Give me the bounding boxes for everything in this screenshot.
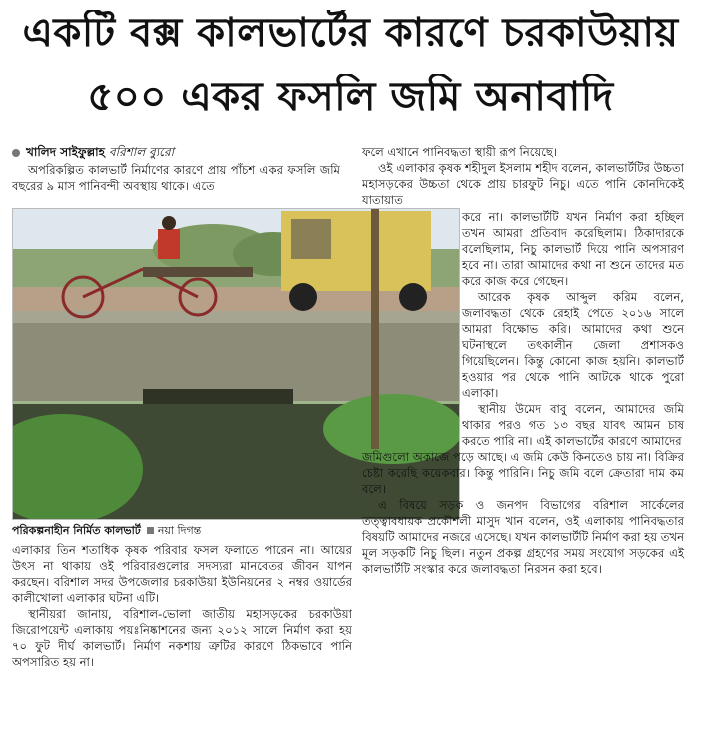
paragraph: এ বিষয়ে সড়ক ও জনপদ বিভাগের বরিশাল সার্কেলের তত্ত্বাবধায়ক প্রকৌশলী মাসুদ খান বলেন, ওই এলাকায় পানিবদ্ধতার বিষয়টি আমাদের নজরে এসেছে। যখন কালভার্টটি নির্মাণ করা হয় তখন মূল সড়কটি নিচু ছিল। নতুন প্রকল্প গ্রহণের সময় সংযোগ সড়কের এই কালভার্টটি সংস্কার করে জলাবদ্ধতা নিরসন করা হবে। [362,498,684,576]
paragraph: আরেক কৃষক আব্দুল করিম বলেন, জলাবদ্ধতা থেকে রেহাই পেতে ২০১৬ সালে আমরা বিক্ষোভ করি। আমাদের কথা শুনে ঘটনাস্থলে তৎকালীন জেলা প্রশাসকও গিয়েছিলেন। কিন্তু কোনো কাজ হয়নি। কালভার্ট হওয়ার পর থেকে পানি আটকে থাকে পুরো এলাকা। [462,290,684,400]
byline [12,144,340,160]
left-column-bottom [12,542,352,670]
author-name: খালিদ সাইফুল্লাহ [26,145,105,159]
lead-paragraph: অপরিকল্পিত কালভার্ট নির্মাণের কারণে প্রায় পাঁচশ একর ফসলি জমি বছরের ৯ মাস পানিবন্দী অবস্থায় থাকে। এতে [12,163,340,193]
headline-line-1: একটি বক্স কালভার্টের কারণে চরকাউয়ায় [22,10,679,56]
paragraph: করে না। কালভার্টটি যখন নির্মাণ করা হচ্ছিল তখন আমরা প্রতিবাদ করেছিলাম। ঠিকাদারকে বলেছিলাম, নিচু কালভার্ট দিয়ে পানি অপসারণ হবে না। তারা আমাদের কথা না শুনে তাদের মত করে কাজ করে গেছেন। [462,210,684,288]
right-column-continued [362,209,684,577]
square-bullet-icon [147,527,154,534]
paragraph: ফলে এখানে পানিবদ্ধতা স্থায়ী রূপ নিয়েছে। [362,145,558,159]
photo-credit: নয়া দিগন্ত [157,524,202,537]
paragraph: জমিগুলো অকাজে পড়ে আছে। এ জমি কেউ কিনতেও চায় না। বিক্রির চেষ্টা করেছি কয়েকবার। কিন্তু পারিনি। নিচু জমি বলে ক্রেতারা দাম কম বলে। [362,450,684,496]
bureau-name: বরিশাল ব্যুরো [108,145,175,159]
caption-text: পরিকল্পনাহীন নির্মিত কালভার্ট [12,524,141,537]
bullet-icon [12,149,20,157]
paragraph: স্থানীয়রা জানায়, বরিশাল-ভোলা জাতীয় মহাসড়কের চরকাউয়া জিরোপয়েন্ট এলাকায় পয়ঃনিষ্কাশনের জন্য ২০১২ সালে নির্মাণ করা হয় ৭০ ফুট দীর্ঘ কালভার্ট। নির্মাণ নকশায় ত্রুটির কারণে ঠিকভাবে পানি অপসারিত হয় না। [12,607,352,669]
headline-line-2: ৫০০ একর ফসলি জমি অনাবাদি [87,74,614,120]
paragraph: এলাকার তিন শতাধিক কৃষক পরিবার ফসল ফলাতে পারেন না। আয়ের উৎস না থাকায় ওই পরিবারগুলোর সদস্যরা মানবেতর জীবন যাপন করছেন। বরিশাল সদর উপজেলার চরকাউয়া ইউনিয়নের ২ নম্বর ওয়ার্ডের কালীখোলা এলাকার ঘটনা এটি। [12,543,352,605]
right-column [362,144,684,208]
paragraph: ওই এলাকার কৃষক শহীদুল ইসলাম শহীদ বলেন, কালভার্টটির উচ্চতা মহাসড়কের উচ্চতা থেকে প্রায় চারফুট নিচু। এতে পানি কোনদিকেই যাতায়াত [362,161,685,207]
paragraph: স্থানীয় উমেদ বাবু বলেন, আমাদের জমি থাকার পরও গত ১৩ বছর যাবৎ আমন চাষ করতে পারি না। এই কালভার্টের কারণে আমাদের [462,402,684,448]
